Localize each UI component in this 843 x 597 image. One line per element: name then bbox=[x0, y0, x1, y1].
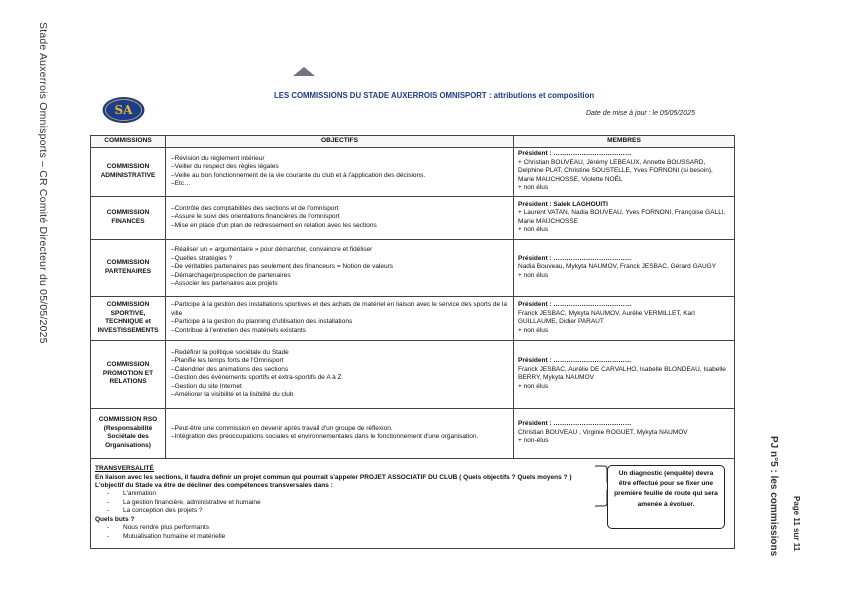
commission-name bbox=[91, 340, 166, 408]
objective-item: –Participe à la gestion des installations sportives et des achats de matériel en liaison avec le service des sports de la ville bbox=[171, 301, 508, 317]
objective-item: –Révision du règlement intérieur bbox=[171, 154, 265, 162]
non-elus: + non élus bbox=[518, 184, 549, 192]
objective-item: –De véritables partenaires pas seulement des financeurs = Notion de valeurs bbox=[171, 263, 394, 271]
commission-name-line: INVESTISSEMENTS bbox=[97, 326, 159, 334]
competence-item: - La gestion financière, administrative et humaine bbox=[95, 499, 730, 507]
table-row-rso bbox=[91, 408, 735, 458]
members-list: + Christian BOUVEAU, Jérémy LEBEAUX, Annette BOUSSARD, Delphine PLAT, Christine SOUSTELLE, Yves FORNONI (si besoin), Marie MAUCHOSSE, Violette NOËL bbox=[518, 158, 713, 183]
objective-item: –Planifie les temps forts de l'Omnisport bbox=[171, 357, 284, 365]
page-number: Page 11 sur 11 bbox=[792, 496, 801, 552]
members-cell bbox=[514, 196, 735, 239]
members-cell bbox=[514, 296, 735, 340]
president-line: Président : ……………………………… bbox=[518, 357, 632, 365]
members-list: Franck JESBAC, Aurélie DE CARVALHO, Isabelle BLONDEAU, Isabelle BERRY, Mykyta NAUMOV bbox=[518, 365, 726, 382]
commission-name-line: RELATIONS bbox=[109, 378, 147, 386]
objective-item: –Contribue à l'entretien des matériels existants bbox=[171, 326, 306, 334]
competence-item: - L'animation bbox=[95, 490, 730, 498]
objective-item: –Etc… bbox=[171, 180, 191, 187]
president-line: Président : ……………………………… bbox=[518, 254, 632, 262]
objective-item: –Intégration des préoccupations sociales et environnementales dans le fonctionnement d'une organisation. bbox=[171, 433, 479, 441]
commission-name bbox=[91, 147, 166, 196]
document-title: LES COMMISSIONS DU STADE AUXERROIS OMNISPORT : attributions et composition bbox=[274, 91, 595, 100]
commission-name-line: ADMINISTRATIVE bbox=[100, 171, 156, 179]
commission-name bbox=[91, 196, 166, 239]
objectives-cell bbox=[166, 196, 514, 239]
members-cell bbox=[514, 408, 735, 458]
members-list: Nadia Bouveau, Mykyta NAUMOV, Franck JESBAC, Gérard GAUGY bbox=[518, 263, 717, 271]
commission-name-line: COMMISSION bbox=[106, 361, 150, 369]
but-item: - Nous rendre plus performants bbox=[95, 524, 730, 532]
commission-name-line: COMMISSION bbox=[106, 301, 150, 309]
commission-name-line: SPORTIVE, bbox=[110, 309, 146, 317]
president-line: Président : ……………………………… bbox=[518, 420, 632, 428]
objective-item: –Associer les partenaires aux projets bbox=[171, 280, 278, 288]
commission-name-line: COMMISSION RSO bbox=[98, 416, 158, 424]
but-item: - Mutualisation humaine et matérielle bbox=[95, 533, 730, 541]
commission-name bbox=[91, 296, 166, 340]
margin-right-text: PJ n°5 : les commissions bbox=[768, 436, 779, 557]
president-line: Président : Salek LAGHOUITI bbox=[518, 200, 608, 208]
table-row-finances bbox=[91, 196, 735, 239]
objective-item: –Participe à la gestion du planning d'utilisation des installations bbox=[171, 318, 353, 326]
objective-item: –Contrôle des comptabilités des sections et de l'omnisport bbox=[171, 204, 339, 212]
commission-name bbox=[91, 239, 166, 296]
objective-item: –Veille au bon fonctionnement de la vie courante du club et à l'application des décisions. bbox=[171, 171, 426, 179]
update-date: Date de mise à jour : le 05/05/2025 bbox=[586, 110, 695, 117]
header-objectifs: OBJECTIFS bbox=[166, 136, 514, 148]
non-elus: + non élus bbox=[518, 226, 549, 233]
table-header-row bbox=[91, 136, 735, 148]
commission-name-line: COMMISSION bbox=[106, 209, 150, 217]
objective-item: –Gestion des évènements sportifs et extra-sportifs de A à Z bbox=[171, 374, 342, 382]
objective-item: –Démarchage/prospection de partenaires bbox=[171, 271, 291, 279]
members-list: Christian BOUVEAU , Virginie ROGUET, Mykyta NAUMOV bbox=[518, 428, 688, 436]
objective-item: –Gestion du site Internet bbox=[171, 382, 242, 390]
objective-item: –Calendrier des animations des sections bbox=[171, 365, 289, 373]
commission-name-line: COMMISSION bbox=[106, 163, 150, 171]
objective-item: –Améliorer la visibilité et la lisibilité du club bbox=[171, 390, 294, 398]
diagnostic-box: Un diagnostic (enquête) devra être effectué pour se fixer une première feuille de route qui sera amenée à évoluer. bbox=[607, 465, 725, 529]
members-list: Franck JESBAC, Mykyta NAUMOV, Aurélie VERMILLET, Karl GUILLAUME, Didier PARAUT bbox=[518, 309, 695, 326]
commission-name-line: (Responsabilité bbox=[103, 424, 153, 432]
table-row-partenaires bbox=[91, 239, 735, 296]
members-cell bbox=[514, 239, 735, 296]
members-cell bbox=[514, 147, 735, 196]
commission-name-line: PARTENAIRES bbox=[104, 267, 152, 275]
objectives-cell bbox=[166, 340, 514, 408]
non-elus: + non élus bbox=[518, 326, 549, 334]
objectives-cell bbox=[166, 239, 514, 296]
objective-item: –Réaliser un « argumentaire » pour démarcher, convaincre et fidéliser bbox=[171, 246, 373, 254]
competence-item: - La conception des projets ? bbox=[95, 507, 730, 515]
commission-name bbox=[91, 408, 166, 458]
objectives-cell bbox=[166, 296, 514, 340]
commission-name-line: COMMISSION bbox=[106, 259, 150, 267]
objective-item: –Quelles stratégies ? bbox=[171, 254, 233, 262]
logo-text: SA bbox=[114, 103, 133, 117]
transversalite-title: TRANSVERSALITÉ bbox=[95, 465, 154, 473]
objective-item: –Peut-être une commission en devenir après travail d'un groupe de réflexion. bbox=[171, 424, 393, 432]
table-row-promotion bbox=[91, 340, 735, 408]
commission-name-line: Organisations) bbox=[105, 441, 151, 449]
transversalite-objective: L'objectif du Stade va être de décliner des compétences transversales dans : bbox=[95, 481, 333, 489]
transversalite-intro: En liaison avec les sections, il faudra définir un projet commun qui pourrait s'appeler PROJET ASSOCIATIF DU CLUB ( Quels objectifs ? Quels moyens ? ) bbox=[95, 473, 572, 481]
margin-left-text: Stade Auxerrois Omnisports – CR Comité Directeur du 05/05/2025 bbox=[37, 22, 49, 344]
objective-item: –Assure le suivi des orientations financières de l'omnisport bbox=[171, 213, 340, 221]
header-commissions: COMMISSIONS bbox=[91, 136, 166, 148]
commission-name-line: FINANCES bbox=[111, 217, 145, 225]
president-line: Président : ……………………………… bbox=[518, 301, 632, 309]
table-row-sportive bbox=[91, 296, 735, 340]
members-list: + Laurent VATAN, Nadia BOUVEAU, Yves FORNONI, Françoise GALLI, Marie MAUCHOSSE bbox=[518, 209, 726, 225]
members-cell bbox=[514, 340, 735, 408]
objectives-cell bbox=[166, 147, 514, 196]
objective-item: –Veiller du respect des règles légales bbox=[171, 163, 279, 171]
objective-item: –Redéfinir la politique sociétale du Stade bbox=[171, 348, 289, 356]
president-line: Président : ……………………………… bbox=[518, 150, 632, 158]
commission-name-line: PROMOTION ET bbox=[102, 369, 154, 377]
objectives-cell bbox=[166, 408, 514, 458]
commission-name-line: Sociétale des bbox=[107, 433, 149, 441]
table-row-administrative bbox=[91, 147, 735, 196]
buts-title: Quels buts ? bbox=[95, 515, 135, 523]
objective-item: –Mise en place d'un plan de redressement en relation avec les sections bbox=[171, 221, 377, 229]
collapse-arrow-icon[interactable] bbox=[293, 67, 315, 76]
commission-name-line: TECHNIQUE et bbox=[105, 318, 151, 326]
non-elus: + non élus bbox=[518, 271, 549, 279]
header-membres: MEMBRES bbox=[514, 136, 735, 148]
non-elus: + non élus bbox=[518, 382, 549, 390]
non-elus: + non-élus bbox=[518, 437, 549, 445]
club-logo bbox=[101, 96, 146, 124]
